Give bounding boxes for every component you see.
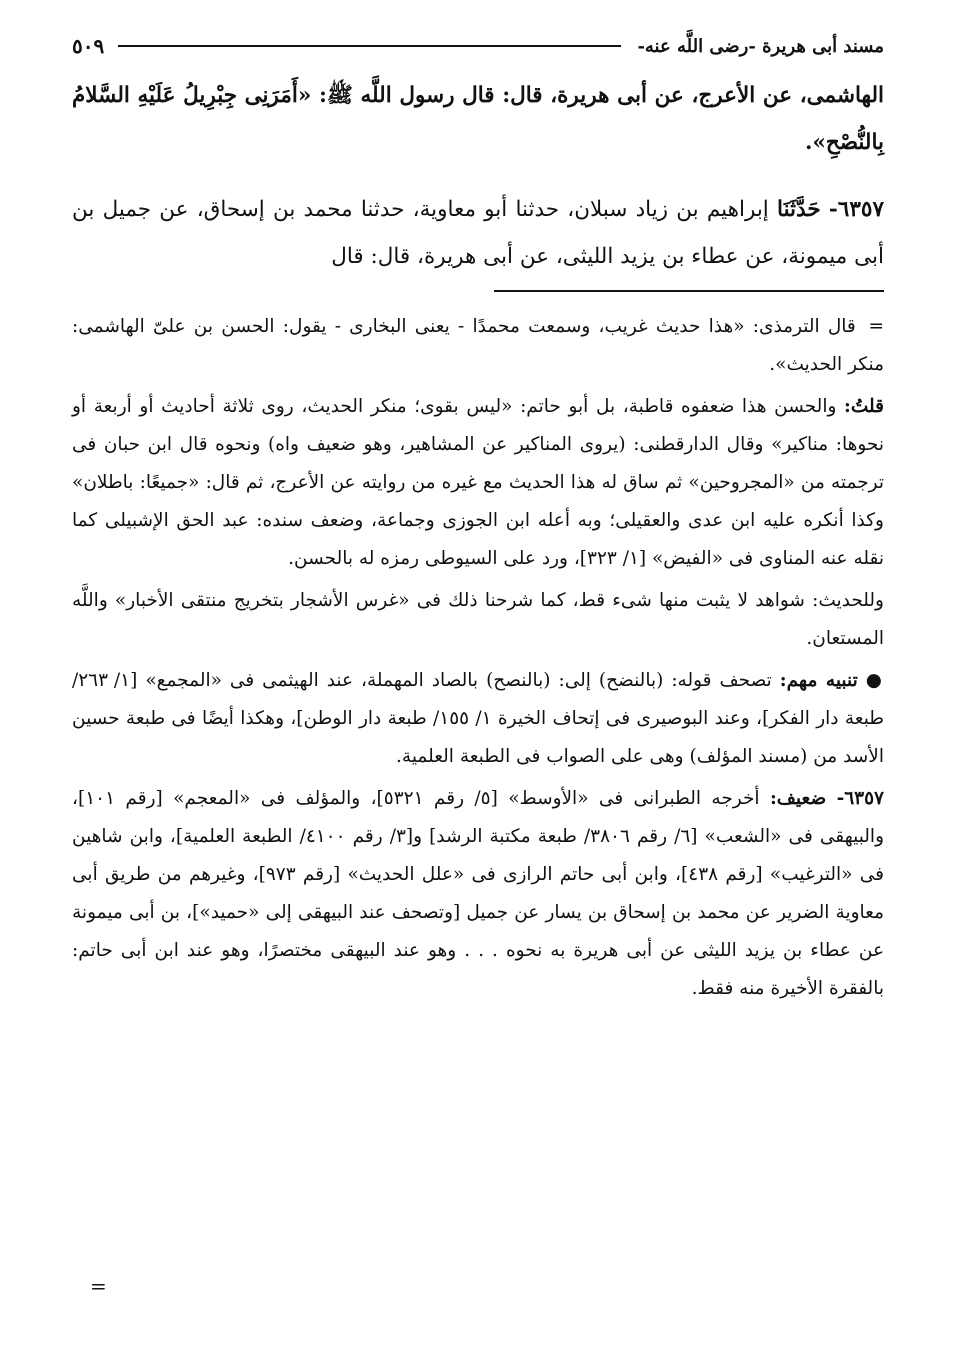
footnote-witnesses-text: وللحديث: شواهد لا يثبت منها شىء قط، كما شرحنا ذلك فى «غرس الأشجار بتخريج منتقى الأخبار» واللَّه المستعان. — [72, 590, 884, 649]
hadith-paragraph — [72, 186, 884, 280]
footnote-commentary — [72, 388, 884, 578]
footnotes — [72, 308, 884, 1008]
takhrij-text: أخرجه الطبرانى فى «الأوسط» [٥/ رقم ٥٣٢١]، والمؤلف فى «المعجم» [رقم ١٠١]، والبيهقى فى «الشعب» [٦/ رقم ٣٨٠٦/ طبعة مكتبة الرشد] و[٣/ رقم ٤١٠٠/ الطبعة العلمية]، وابن شاهين فى «الترغيب» [رقم ٤٣٨]، وابن أبى حاتم الرازى فى «علل الحديث» [رقم ٩٧٣]، وغيرهم من طريق أبى معاوية الضرير عن محمد بن إسحاق بن يسار عن جميل [وتصحف عند البيهقى إلى «حميد»]، بن أبى ميمونة عن عطاء بن يزيد الليثى عن أبى هريرة به نحوه . . . وهو عند البيهقى مختصرًا، وهو عند ابن أبى حاتم: بالفقرة الأخيرة منه فقط. — [72, 788, 885, 999]
footnote-important-note — [72, 662, 884, 776]
footnote-commentary-label: قلتُ: — [844, 396, 884, 417]
footnote-takhrij — [72, 780, 884, 1008]
header-title: مسند أبى هريرة -رضى اللَّه عنه- — [637, 35, 884, 57]
end-continuation-mark: = — [90, 1274, 107, 1298]
prophetic-text: الهاشمى، عن الأعرج، عن أبى هريرة، قال: قال رسول اللَّه ﷺ: «أَمَرَنِى جِبْرِيلُ عَلَيْهِ السَّلامُ بِالنُّصْحِ». — [72, 83, 884, 155]
running-header — [72, 28, 884, 64]
important-note-label: تنبيه مهم: — [779, 670, 858, 691]
continuation-mark: = — [868, 316, 884, 337]
main-text — [72, 72, 884, 280]
takhrij-grade: ضعيف: — [769, 788, 827, 809]
hadith-number: ٦٣٥٧- — [828, 197, 884, 222]
footnote-separator — [494, 290, 884, 292]
document-page — [72, 28, 884, 1318]
takhrij-number: ٦٣٥٧- — [836, 788, 884, 809]
header-rule — [118, 45, 621, 47]
footnote-commentary-text: والحسن هذا ضعفوه قاطبة، بل أبو حاتم: «ليس بقوى؛ منكر الحديث، روى ثلاثة أحاديث أو أربعة أو نحوها: مناكير» وقال الدارقطنى: (يروى المناكير عن المشاهير، وهو ضعيف واه) ونحوه قال ابن حبان فى ترجمته من «المجروحين» ثم ساق له هذا الحديث مع غيره من روايته عن الأعرج، ثم قال: «جميعًا: باطلان» وكذا أنكره عليه ابن عدى والعقيلى؛ وبه أعله ابن الجوزى وجماعة، وضعف سنده: عبد الحق الإشبيلى كما نقله عنه المناوى فى «الفيض» [١/ ٣٢٣]، ورد على السيوطى رمزه له بالحسن. — [72, 396, 884, 569]
footnote-tirmidhi — [72, 308, 884, 384]
bullet-icon: ● — [865, 670, 884, 691]
footnote-witnesses — [72, 582, 884, 658]
page-number: ٥٠٩ — [72, 34, 105, 58]
footnote-tirmidhi-text: قال الترمذى: «هذا حديث غريب، وسمعت محمدًا - يعنى البخارى - يقول: الحسن بن علىّ الهاشمى: منكر الحديث». — [72, 316, 884, 375]
footnote-separator-wrap — [72, 290, 884, 292]
hadith-opening: حَدَّثَنَا — [777, 197, 821, 222]
main-paragraph-1 — [72, 72, 884, 166]
important-note-text: تصحف قوله: (بالنضح) إلى: (بالنصح) بالصاد المهملة، عند الهيثمى فى «المجمع» [١/ ٢٦٣/ طبعة دار الفكر]، وعند البوصيرى فى إتحاف الخيرة ١/ ١٥٥/ طبعة دار الوطن]، وهكذا أيضًا فى طبعة حسين الأسد من (مسند المؤلف) وهى على الصواب فى الطبعة العلمية. — [72, 670, 885, 767]
hadith-chain: إبراهيم بن زياد سبلان، حدثنا أبو معاوية، حدثنا محمد بن إسحاق، عن جميل بن أبى ميمونة، عن عطاء بن يزيد الليثى، عن أبى هريرة، قال: قال — [72, 197, 884, 269]
